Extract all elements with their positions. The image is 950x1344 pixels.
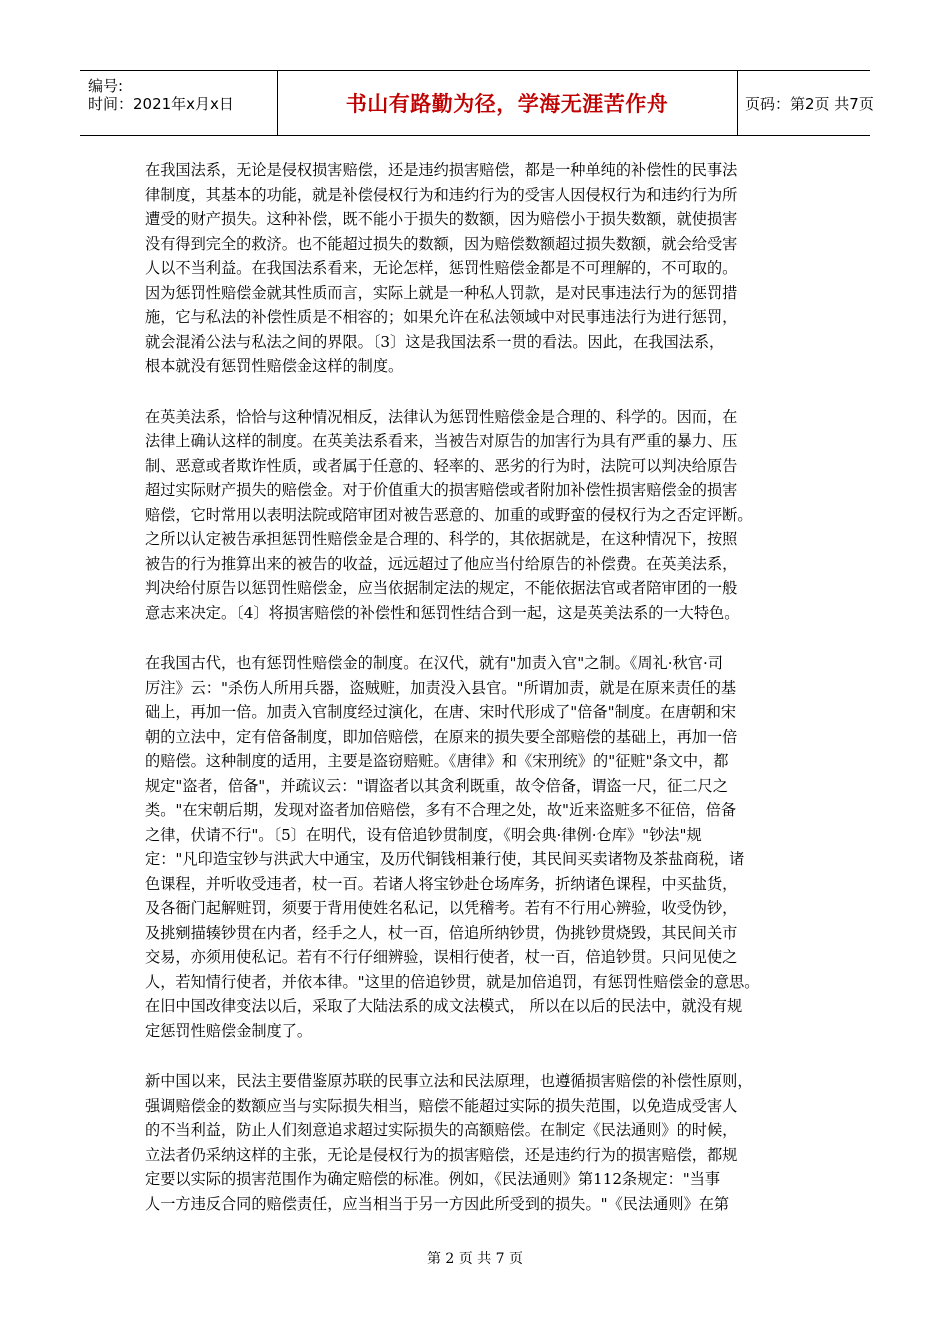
- document-body: [145, 158, 805, 1242]
- paragraph-line: 人以不当利益。在我国法系看来，无论怎样，惩罚性赔偿金都是不可理解的，不可取的。: [145, 259, 738, 277]
- paragraph-line: 赔偿，它时常用以表明法院或陪审团对被告恶意的、加重的或野蛮的侵权行为之否定评断。: [145, 505, 753, 524]
- paragraph-line: 就会混淆公法与私法之间的界限。〔3〕这是我国法系一贯的看法。因此，在我国法系，: [145, 332, 725, 351]
- paragraph-line: 在我国法系，无论是侵权损害赔偿，还是违约损害赔偿，都是一种单纯的补偿性的民事法: [145, 161, 738, 179]
- paragraph-line: 施，它与私法的补偿性质是不相容的；如果允许在私法领域中对民事违法行为进行惩罚，: [145, 308, 738, 326]
- header-left-cell: [80, 71, 278, 135]
- paragraph-line: 定惩罚性赔偿金制度了。: [145, 1021, 313, 1040]
- paragraph-line: 之所以认定被告承担惩罚性赔偿金是合理的、科学的，其依据就是，在这种情况下，按照: [145, 530, 738, 548]
- document-date-label: 时间：2021年x月x日: [88, 95, 234, 113]
- paragraph-line: 在英美法系，恰恰与这种情况相反，法律认为惩罚性赔偿金是合理的、科学的。因而，在: [145, 407, 738, 426]
- header-page-cell: [737, 71, 874, 135]
- paragraph-line: 在旧中国改律变法以后，采取了大陆法系的成文法模式， 所以在以后的民法中，就没有规: [145, 997, 743, 1015]
- paragraph-line: 根本就没有惩罚性赔偿金这样的制度。: [145, 357, 404, 375]
- paragraph-line: 制、恶意或者欺诈性质，或者属于任意的、轻率的、恶劣的行为时，法院可以判决给原告: [145, 456, 738, 475]
- paragraph-line: 律制度，其基本的功能，就是补偿侵权行为和违约行为的受害人因侵权行为和违约行为所: [145, 185, 738, 204]
- paragraph: [145, 158, 805, 379]
- paragraph-line: 人一方违反合同的赔偿责任，应当相当于另一方因此所受到的损失。"《民法通则》在第: [145, 1194, 730, 1213]
- paragraph-line: 定："凡印造宝钞与洪武大中通宝，及历代铜钱相兼行使，其民间买卖诸物及茶盐商税，诸: [145, 850, 745, 868]
- paragraph-line: 及各衙门起解赃罚，须要于背用使姓名私记，以凭稽考。若有不行用心辨验，收受伪钞，: [145, 899, 738, 917]
- paragraph: [145, 1069, 805, 1216]
- paragraph-line: 遭受的财产损失。这种补偿，既不能小于损失的数额，因为赔偿小于损失数额，就使损害: [145, 210, 738, 228]
- paragraph-line: 新中国以来，民法主要借鉴原苏联的民事立法和民法原理，也遵循损害赔偿的补偿性原则，: [145, 1072, 753, 1090]
- paragraph-line: 强调赔偿金的数额应当与实际损失相当，赔偿不能超过实际的损失范围，以免造成受害人: [145, 1096, 738, 1115]
- paragraph-line: 之律，伏请不行"。〔5〕在明代，设有倍追钞贯制度，《明会典·律例·仓库》"钞法"规: [145, 825, 702, 844]
- paragraph-line: 超过实际财产损失的赔偿金。对于价值重大的损害赔偿或者附加补偿性损害赔偿金的损害: [145, 481, 738, 499]
- paragraph-line: 因为惩罚性赔偿金就其性质而言，实际上就是一种私人罚款，是对民事违法行为的惩罚措: [145, 283, 738, 302]
- document-number-label: 编号:: [88, 77, 124, 95]
- header-page-info: 页码：第2页 共7页: [745, 94, 874, 113]
- paragraph-line: 的赔偿。这种制度的适用，主要是盗窃赔赃。《唐律》和《宋刑统》的"征赃"条文中，都: [145, 752, 729, 770]
- header-motto: 书山有路勤为径，学海无涯苦作舟: [345, 92, 669, 116]
- page-footer: 第 2 页 共 7 页: [426, 1251, 524, 1267]
- paragraph: [145, 651, 805, 1043]
- header-motto-cell: [277, 71, 738, 135]
- paragraph: [145, 405, 805, 626]
- paragraph-line: 定要以实际的损害范围作为确定赔偿的标准。例如，《民法通则》第112条规定："当事: [145, 1170, 721, 1188]
- paragraph-line: 规定"盗者，倍备"，并疏议云："谓盗者以其贪利既重，故令倍备，谓盗一尺，征二尺之: [145, 776, 728, 795]
- paragraph-line: 被告的行为推算出来的被告的收益，远远超过了他应当付给原告的补偿费。在英美法系，: [145, 554, 738, 573]
- paragraph-line: 交易，亦须用使私记。若有不行仔细辨验，误相行使者，杖一百，倍追钞贯。只问见使之: [145, 948, 738, 966]
- paragraph-line: 的不当利益，防止人们刻意追求超过实际损失的高额赔偿。在制定《民法通则》的时候，: [145, 1121, 738, 1139]
- paragraph-line: 色课程，并听收受违者，杖一百。若诸人将宝钞赴仓场库务，折纳诸色课程，中买盐货，: [145, 874, 738, 893]
- paragraph-line: 础上，再加一倍。加责入官制度经过演化，在唐、宋时代形成了"倍备"制度。在唐朝和宋: [145, 703, 737, 721]
- page-header: [80, 70, 874, 136]
- paragraph-line: 类。"在宋朝后期，发现对盗者加倍赔偿，多有不合理之处，故"近来盗赃多不征倍，倍备: [145, 801, 737, 819]
- paragraph-line: 厉注》云："杀伤人所用兵器，盗贼赃，加责没入县官。"所谓加责，就是在原来责任的基: [145, 678, 737, 697]
- paragraph-line: 及挑剜描辏钞贯在内者，经手之人，杖一百，倍追所纳钞贯，伪挑钞贯烧毁，其民间关市: [145, 923, 738, 942]
- paragraph-line: 朝的立法中，定有倍备制度，即加倍赔偿，在原来的损失要全部赔偿的基础上，再加一倍: [145, 727, 738, 746]
- paragraph-line: 人，若知情行使者，并依本律。"这里的倍追钞贯，就是加倍追罚，有惩罚性赔偿金的意思。: [145, 972, 760, 991]
- paragraph-line: 没有得到完全的救济。也不能超过损失的数额，因为赔偿数额超过损失数额，就会给受害: [145, 234, 738, 253]
- paragraph-line: 意志来决定。〔4〕将损害赔偿的补偿性和惩罚性结合到一起，这是英美法系的一大特色。: [145, 603, 740, 622]
- paragraph-line: 判决给付原告以惩罚性赔偿金，应当依据制定法的规定，不能依据法官或者陪审团的一般: [145, 579, 738, 597]
- paragraph-line: 在我国古代，也有惩罚性赔偿金的制度。在汉代，就有"加责入官"之制。《周礼·秋官·司: [145, 654, 723, 672]
- paragraph-line: 法律上确认这样的制度。在英美法系看来，当被告对原告的加害行为具有严重的暴力、压: [145, 432, 738, 450]
- paragraph-line: 立法者仍采纳这样的主张，无论是侵权行为的损害赔偿，还是违约行为的损害赔偿，都规: [145, 1145, 738, 1164]
